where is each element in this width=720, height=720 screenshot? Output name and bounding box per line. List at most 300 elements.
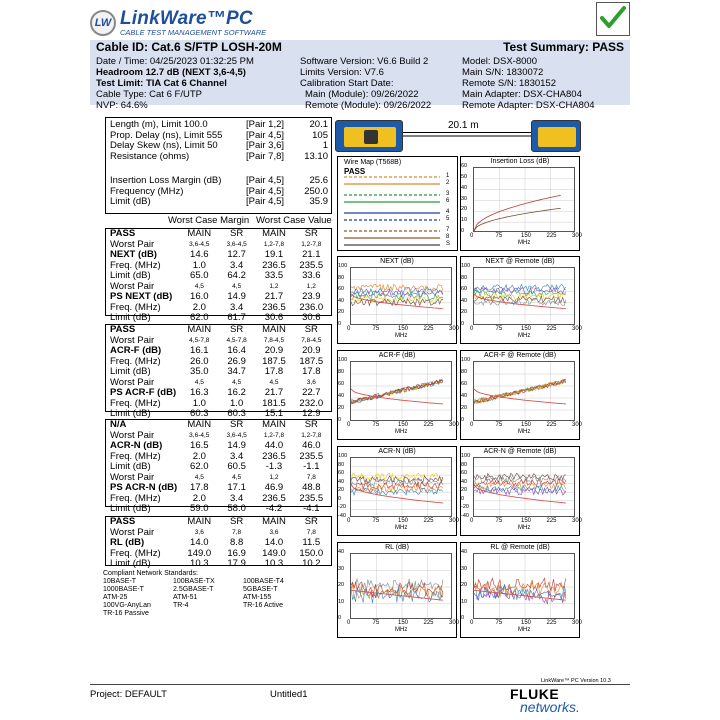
row-value: 14.9 [227, 440, 246, 451]
col-sr: SR [304, 419, 318, 430]
col-sr: SR [304, 324, 318, 335]
y-tick-label: 0 [338, 495, 342, 502]
row-value: 10.3 [264, 558, 284, 569]
wire-map-pin: 8 [446, 234, 450, 240]
fluke-brand: FLUKE [510, 686, 560, 702]
length-row [110, 176, 328, 187]
row-value: 16.5 [190, 440, 209, 451]
section-header-row [110, 420, 330, 431]
standard-item: 5GBASE-T [243, 586, 278, 593]
length-pair: [Pair 7,8] [246, 150, 285, 162]
row-value: 4,5 [194, 473, 204, 481]
y-tick-label: 100 [461, 453, 471, 459]
cable-id: Cable ID: Cat.6 S/FTP LOSH-20M [96, 40, 282, 54]
row-value: 23.9 [302, 291, 321, 302]
row-value: 65.0 [190, 270, 209, 281]
row-value: 16.2 [227, 387, 246, 398]
nvp: NVP: 64.6% [96, 100, 148, 111]
y-tick-label: -40 [338, 513, 346, 519]
x-tick-label: 300 [572, 233, 583, 239]
chart-plot [350, 553, 452, 619]
row-value: 60.5 [227, 461, 246, 472]
row-value: 15.1 [264, 408, 284, 419]
x-tick-label: 0 [470, 326, 474, 332]
calibration-label: Calibration Start Date: [300, 78, 394, 89]
row-label: Worst Pair [110, 334, 155, 346]
section-header-row [110, 229, 330, 240]
row-value: 2.0 [192, 492, 206, 504]
row-value: 4,5 [194, 378, 204, 386]
row-label: Freq. (MHz) [110, 355, 161, 367]
wire-map-pin: 6 [446, 198, 450, 204]
row-value: 59.0 [190, 503, 209, 514]
row-value: 14.6 [190, 249, 209, 260]
standard-item: 100BASE-T4 [243, 578, 284, 585]
y-tick-label: -20 [338, 504, 346, 511]
section-row [110, 367, 330, 378]
y-tick-label: 0 [338, 417, 342, 423]
section-row [110, 504, 330, 515]
length-label: Prop. Delay (ns), Limit 555 [110, 129, 223, 141]
x-tick-label: 300 [449, 518, 460, 524]
row-label: ACR-F (dB) [110, 345, 162, 356]
standard-item: 100BASE-TX [173, 578, 215, 585]
x-tick-label: 225 [546, 326, 557, 332]
section-row [110, 388, 330, 399]
y-tick-label: 40 [461, 549, 468, 555]
row-label: NEXT (dB) [110, 249, 157, 260]
row-value: 35.0 [190, 366, 209, 377]
worst-case-margin-header: Worst Case Margin [168, 215, 250, 226]
y-tick-label: 50 [461, 173, 468, 180]
row-value: 46.0 [302, 440, 321, 451]
row-value: 16.3 [190, 387, 209, 398]
row-value: 14.0 [264, 537, 284, 548]
y-tick-label: 40 [461, 184, 468, 191]
row-value: 2.0 [192, 450, 206, 462]
row-value: 14.9 [227, 291, 246, 302]
section-row [110, 538, 330, 549]
row-value: 12.9 [302, 408, 321, 419]
x-tick-label: 150 [398, 326, 409, 332]
y-tick-label: 20 [338, 405, 345, 411]
col-sr: SR [230, 228, 244, 239]
row-value: 16.0 [190, 291, 209, 302]
section-row [110, 271, 330, 282]
section-row [110, 313, 330, 324]
row-value: 17.8 [302, 366, 321, 377]
x-tick-label: 225 [546, 422, 557, 428]
row-value: 7,8-4,5 [263, 336, 285, 344]
x-tick-label: 225 [423, 326, 434, 332]
x-tick-label: 75 [372, 620, 380, 626]
y-tick-label: 10 [461, 217, 468, 224]
chart-panel [337, 350, 460, 440]
x-tick-label: 0 [347, 326, 351, 332]
standard-item: ATM-155 [243, 594, 272, 601]
standard-item: ATM-51 [173, 594, 198, 601]
row-value: 1,2 [306, 282, 316, 290]
x-tick-label: 300 [449, 422, 460, 428]
row-value: 236.5 [262, 259, 286, 271]
y-tick-label: 0 [338, 321, 342, 327]
length-table [110, 120, 328, 162]
chart-title: ACR-F @ Remote (dB) [483, 352, 557, 359]
row-label: Worst Pair [110, 280, 155, 292]
y-tick-label: 40 [461, 297, 468, 304]
length-summary-box [105, 117, 332, 214]
row-value: 235.5 [299, 492, 324, 504]
row-value: 8.8 [230, 537, 244, 548]
measurement-trace [474, 479, 566, 486]
y-tick-label: 20 [461, 309, 468, 316]
x-tick-label: 75 [495, 326, 503, 332]
row-value: 1,2-7,8 [301, 240, 322, 248]
wire-map-lines [344, 175, 452, 247]
x-tick-label: 300 [449, 326, 460, 332]
chart-title: RL (dB) [385, 544, 409, 551]
chart-title: ACR-N @ Remote (dB) [483, 448, 557, 455]
row-value: 3,6-4,5 [226, 240, 247, 248]
footer-project: Project: DEFAULT [90, 689, 167, 700]
col-main: MAIN [262, 228, 286, 239]
chart-title: ACR-F (dB) [378, 352, 416, 359]
x-tick-label: 0 [347, 422, 351, 428]
y-tick-label: 100 [338, 453, 348, 459]
row-value: 58.0 [227, 503, 246, 514]
x-tick-label: 225 [423, 620, 434, 626]
row-label: Freq. (MHz) [110, 492, 161, 504]
row-value: 3.4 [230, 492, 244, 504]
row-value: 60.3 [190, 408, 209, 419]
row-label: Limit (dB) [110, 461, 151, 472]
x-axis-label: MHz [518, 627, 531, 633]
row-value: 7,8 [306, 473, 316, 481]
row-value: 21.7 [264, 291, 284, 302]
x-axis-label: MHz [518, 525, 531, 531]
y-tick-label: 0 [461, 417, 465, 423]
app-subtitle: CABLE TEST MANAGEMENT SOFTWARE [120, 28, 267, 37]
measurement-trace [351, 287, 443, 294]
row-value: 187.5 [299, 355, 324, 367]
model: Model: DSX-8000 [462, 56, 537, 67]
length-value: 20.1 [309, 119, 328, 130]
wire-map-pin: 4 [446, 209, 450, 215]
y-tick-label: 60 [338, 381, 345, 387]
row-value: 46.9 [264, 482, 284, 493]
row-label: Freq. (MHz) [110, 547, 161, 559]
row-label: PS ACR-N (dB) [110, 482, 178, 493]
row-value: 26.9 [227, 355, 246, 367]
length-label: Resistance (ohms) [110, 150, 190, 162]
row-value: 236.5 [262, 301, 286, 313]
y-tick-label: 60 [461, 163, 468, 169]
row-value: 4,5-7,8 [226, 336, 247, 344]
y-tick-label: 0 [461, 615, 465, 621]
x-tick-label: 150 [398, 518, 409, 524]
x-tick-label: 300 [572, 326, 583, 332]
row-label: Limit (dB) [110, 366, 151, 377]
row-label: Worst Pair [110, 429, 155, 441]
col-sr: SR [304, 228, 318, 239]
length-value: 105 [312, 129, 328, 141]
y-tick-label: 100 [461, 263, 471, 269]
chart-plot [473, 457, 575, 517]
x-axis-label: MHz [518, 333, 531, 339]
length-pair: [Pair 3,6] [246, 140, 285, 151]
row-value: 60.3 [227, 408, 246, 419]
x-tick-label: 225 [423, 422, 434, 428]
x-axis-label: MHz [518, 240, 531, 246]
x-tick-label: 300 [572, 518, 583, 524]
row-value: 235.5 [299, 259, 324, 271]
linkware-logo-badge: LW [90, 10, 116, 36]
row-value: 232.0 [299, 397, 324, 409]
section-status: PASS [110, 516, 136, 527]
row-value: 1,2-7,8 [301, 431, 322, 439]
standard-item: 2.5GBASE-T [173, 586, 214, 593]
chart-plot [350, 457, 452, 517]
y-tick-label: 100 [461, 357, 471, 363]
row-value: 34.7 [227, 366, 246, 377]
y-tick-label: 20 [461, 487, 468, 494]
y-tick-label: 10 [338, 598, 345, 605]
link-diagram [333, 117, 630, 157]
length-label: Insertion Loss Margin (dB) [110, 175, 222, 186]
remote-adapter: Remote Adapter: DSX-CHA804 [462, 100, 595, 111]
x-tick-label: 300 [572, 422, 583, 428]
section-status: N/A [110, 419, 127, 430]
x-axis-label: MHz [395, 525, 408, 531]
row-value: 7,8-4,5 [301, 336, 322, 344]
y-tick-label: 20 [338, 582, 345, 588]
y-tick-label: 20 [338, 309, 345, 316]
y-tick-label: 80 [338, 461, 345, 468]
test-limit: Test Limit: TIA Cat 6 Channel [96, 78, 227, 89]
wire-map-title: Wire Map (T568B) [344, 159, 402, 166]
col-main: MAIN [187, 228, 212, 239]
row-value: 26.0 [190, 355, 209, 367]
x-tick-label: 150 [398, 422, 409, 428]
row-value: 16.9 [227, 547, 246, 559]
col-main: MAIN [262, 324, 286, 335]
row-value: -1.3 [265, 461, 283, 472]
y-tick-label: -40 [461, 513, 469, 519]
row-value: 30.6 [264, 312, 284, 323]
measurement-trace [474, 485, 566, 492]
row-value: 235.5 [299, 450, 324, 462]
row-label: Worst Pair [110, 376, 155, 388]
chart-title: ACR-N (dB) [378, 448, 416, 455]
result-table [110, 229, 330, 324]
y-tick-label: 30 [461, 195, 468, 202]
chart-plot [473, 167, 575, 232]
chart-panel [337, 542, 460, 638]
y-tick-label: 60 [461, 286, 468, 293]
x-tick-label: 75 [495, 518, 503, 524]
length-pair: [Pair 4,5] [246, 175, 285, 186]
row-label: Limit (dB) [110, 408, 151, 419]
standards-block [103, 570, 333, 618]
length-label: Frequency (MHz) [110, 185, 184, 197]
section-row [110, 483, 330, 494]
row-value: -4.1 [303, 503, 320, 514]
y-tick-label: 100 [338, 263, 348, 269]
x-tick-label: 225 [546, 233, 557, 239]
col-sr: SR [304, 516, 318, 527]
col-main: MAIN [187, 516, 212, 527]
length-label: Delay Skew (ns), Limit 50 [110, 140, 218, 151]
y-tick-label: 20 [461, 405, 468, 411]
row-value: 10.2 [302, 558, 321, 569]
limits-version: Limits Version: V7.6 [300, 67, 384, 78]
length-pair: [Pair 4,5] [246, 185, 285, 197]
row-value: 20.9 [264, 345, 284, 356]
y-tick-label: 10 [461, 598, 468, 605]
chart-panel [337, 256, 460, 344]
row-value: 1.0 [192, 259, 206, 271]
networks-brand: networks. [520, 699, 580, 715]
app-title: LinkWare™PC [120, 8, 253, 29]
row-value: -1.1 [303, 461, 320, 472]
wire-map-pin: S [446, 241, 451, 247]
y-tick-label: 20 [338, 487, 345, 494]
main-sn: Main S/N: 1830072 [462, 67, 544, 78]
chart-title: NEXT (dB) [380, 258, 414, 265]
headroom: Headroom 12.7 dB (NEXT 3,6-4,5) [96, 67, 246, 78]
footer-filename: Untitled1 [270, 689, 308, 700]
row-value: 4,5 [269, 378, 279, 386]
x-tick-label: 225 [546, 620, 557, 626]
row-value: 3,6-4,5 [226, 431, 247, 439]
chart-plot [350, 267, 452, 325]
standard-item: ATM-25 [103, 594, 128, 601]
cable-type: Cable Type: Cat 6 F/UTP [96, 89, 202, 100]
length-pair: [Pair 4,5] [246, 129, 285, 141]
row-value: 19.1 [264, 249, 284, 260]
y-tick-label: -20 [461, 504, 469, 511]
col-main: MAIN [262, 516, 286, 527]
section-header-row [110, 325, 330, 336]
wire-map-pin: 2 [446, 180, 450, 186]
wire-map-panel [337, 156, 458, 251]
x-tick-label: 75 [495, 233, 503, 239]
x-tick-label: 75 [495, 422, 503, 428]
x-tick-label: 75 [372, 422, 380, 428]
y-tick-label: 80 [338, 274, 345, 281]
standard-item: 100VG-AnyLan [103, 602, 151, 609]
result-table [110, 325, 330, 420]
x-tick-label: 75 [372, 518, 380, 524]
row-value: 21.1 [302, 249, 321, 260]
header-panel [90, 40, 630, 111]
length-value: 35.9 [309, 196, 328, 207]
row-value: 7,8 [232, 528, 242, 536]
y-tick-label: 80 [461, 461, 468, 468]
x-axis-label: MHz [395, 333, 408, 339]
chart-panel [337, 446, 460, 536]
chart-panel [460, 542, 583, 638]
footer-rule [90, 684, 630, 685]
row-value: 236.5 [262, 450, 286, 462]
section-row [110, 292, 330, 303]
row-value: 62.0 [190, 461, 209, 472]
row-label: Limit (dB) [110, 558, 151, 569]
row-value: 1,2-7,8 [263, 240, 285, 248]
x-tick-label: 0 [470, 518, 474, 524]
length-row [110, 141, 328, 152]
row-value: 4,5 [232, 282, 242, 290]
row-value: 14.0 [190, 537, 209, 548]
standards-title: Compliant Network Standards: [103, 570, 198, 577]
y-tick-label: 60 [461, 381, 468, 387]
row-value: 11.5 [302, 537, 321, 548]
row-value: 10.3 [190, 558, 209, 569]
section-row [110, 346, 330, 357]
length-pair: [Pair 1,2] [246, 119, 285, 130]
length-label: Limit (dB) [110, 196, 151, 207]
y-tick-label: 40 [338, 478, 345, 485]
y-tick-label: 40 [338, 549, 345, 555]
row-value: 236.5 [262, 492, 286, 504]
wire-map-pin: 1 [446, 173, 450, 179]
x-axis-label: MHz [518, 429, 531, 435]
row-value: 48.8 [302, 482, 321, 493]
row-value: 2.0 [192, 301, 206, 313]
row-value: 181.5 [262, 397, 286, 409]
row-value: 30.6 [302, 312, 321, 323]
worst-case-value-header: Worst Case Value [256, 215, 332, 226]
measurement-trace [474, 488, 566, 495]
y-tick-label: 0 [338, 615, 342, 621]
length-value: 25.6 [309, 175, 328, 186]
footer-version: LinkWare™ PC Version 10.3 [541, 678, 611, 684]
x-tick-label: 150 [521, 326, 532, 332]
y-tick-label: 20 [461, 582, 468, 588]
x-tick-label: 0 [470, 233, 474, 239]
row-value: 21.7 [264, 387, 284, 398]
row-value: 3.4 [230, 259, 244, 271]
row-label: PS ACR-F (dB) [110, 387, 177, 398]
row-value: 12.7 [227, 249, 246, 260]
remote-sn: Remote S/N: 1830152 [462, 78, 557, 89]
chart-title: Insertion Loss (dB) [490, 158, 550, 165]
row-value: 149.0 [187, 547, 212, 559]
wire-map-pin: 7 [446, 227, 450, 233]
row-label: Limit (dB) [110, 503, 151, 514]
wire-map-pin: 3 [446, 191, 450, 197]
row-value: 4,5 [232, 378, 242, 386]
col-sr: SR [230, 324, 244, 335]
col-main: MAIN [187, 324, 212, 335]
row-value: 3,6 [269, 528, 279, 536]
il-curve [474, 208, 561, 231]
y-tick-label: 0 [461, 321, 465, 327]
section-row [110, 441, 330, 452]
x-tick-label: 225 [423, 518, 434, 524]
row-value: 1,2-7,8 [263, 431, 285, 439]
header-left-col [96, 56, 254, 111]
x-axis-label: MHz [395, 627, 408, 633]
length-row [110, 197, 328, 208]
row-value: 22.7 [302, 387, 321, 398]
cable-length-label: 20.1 m [448, 120, 479, 131]
y-tick-label: 40 [461, 393, 468, 399]
chart-plot [473, 553, 575, 619]
software-version: Software Version: V6.6 Build 2 [300, 56, 429, 67]
row-label: Freq. (MHz) [110, 450, 161, 462]
row-value: 20.9 [302, 345, 321, 356]
